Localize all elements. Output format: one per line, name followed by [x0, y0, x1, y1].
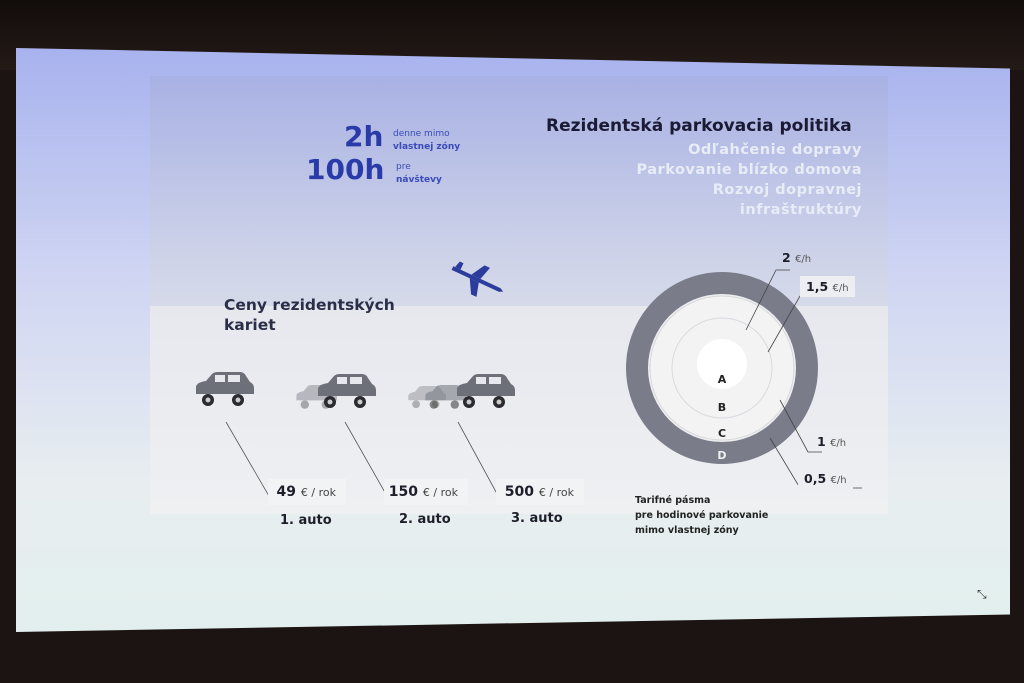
- rate-zone-b: [800, 276, 855, 297]
- exit-fullscreen-icon[interactable]: ⤡: [977, 587, 987, 601]
- auto-label-2: 2. auto: [399, 512, 451, 527]
- stat-100h-value: 100h: [306, 153, 385, 186]
- zones-legend-line-1: Tarifné pásma: [635, 495, 711, 506]
- price-2-amount: 150: [388, 484, 419, 500]
- rate-zone-b-unit: €/h: [832, 283, 849, 294]
- price-2: [384, 479, 468, 505]
- rate-zone-a-value: 2: [782, 250, 791, 265]
- rate-zone-c-unit: €/h: [830, 438, 847, 449]
- zone-letter-d: D: [717, 449, 727, 462]
- rate-zone-b-value: 1,5: [806, 279, 829, 294]
- rate-zone-d: [798, 468, 853, 489]
- rate-zone-a: [782, 250, 811, 265]
- zone-letter-c: C: [717, 427, 727, 440]
- zone-letter-b: B: [717, 401, 727, 414]
- benefit-3: Rozvoj dopravnej: [712, 182, 862, 198]
- zone-letter-a: A: [717, 373, 727, 386]
- price-1-amount: 49: [276, 484, 297, 500]
- car-icon: [196, 372, 254, 406]
- rate-zone-c-value: 1: [817, 434, 826, 449]
- zones-legend-line-2: pre hodinové parkovanie: [635, 510, 769, 521]
- price-1-unit: € / rok: [300, 486, 336, 499]
- benefit-1: Odľahčenie dopravy: [688, 142, 862, 158]
- price-3-unit: € / rok: [538, 486, 574, 499]
- car-icon: [318, 374, 376, 408]
- benefit-2: Parkovanie blízko domova: [636, 162, 862, 178]
- prices-title-line-1: Ceny rezidentských: [224, 296, 395, 314]
- auto-label-3: 3. auto: [511, 511, 563, 526]
- rate-zone-c: [817, 434, 846, 449]
- prices-title-line-2: kariet: [224, 316, 276, 334]
- rate-zone-a-unit: €/h: [795, 254, 812, 265]
- airplane-icon: [446, 254, 510, 307]
- price-3: [496, 479, 584, 505]
- zones-legend-line-3: mimo vlastnej zóny: [635, 525, 739, 536]
- stat-100h-label-2: návštevy: [396, 175, 442, 185]
- rate-zone-d-value: 0,5: [804, 471, 827, 486]
- price-1: [268, 479, 346, 505]
- benefit-4: infraštruktúry: [739, 202, 862, 218]
- price-3-amount: 500: [504, 484, 535, 500]
- car-icon: [457, 374, 515, 408]
- rate-zone-d-unit: €/h: [830, 475, 847, 486]
- zones-legend: [635, 493, 768, 538]
- stat-2h-label-1: denne mimo: [393, 129, 450, 139]
- price-2-unit: € / rok: [422, 486, 458, 499]
- stat-2h-value: 2h: [344, 120, 384, 153]
- stat-100h-label-1: pre: [396, 162, 411, 172]
- stat-2h-label-2: vlastnej zóny: [393, 142, 461, 152]
- auto-label-1: 1. auto: [280, 513, 332, 528]
- policy-title: Rezidentská parkovacia politika: [546, 116, 852, 136]
